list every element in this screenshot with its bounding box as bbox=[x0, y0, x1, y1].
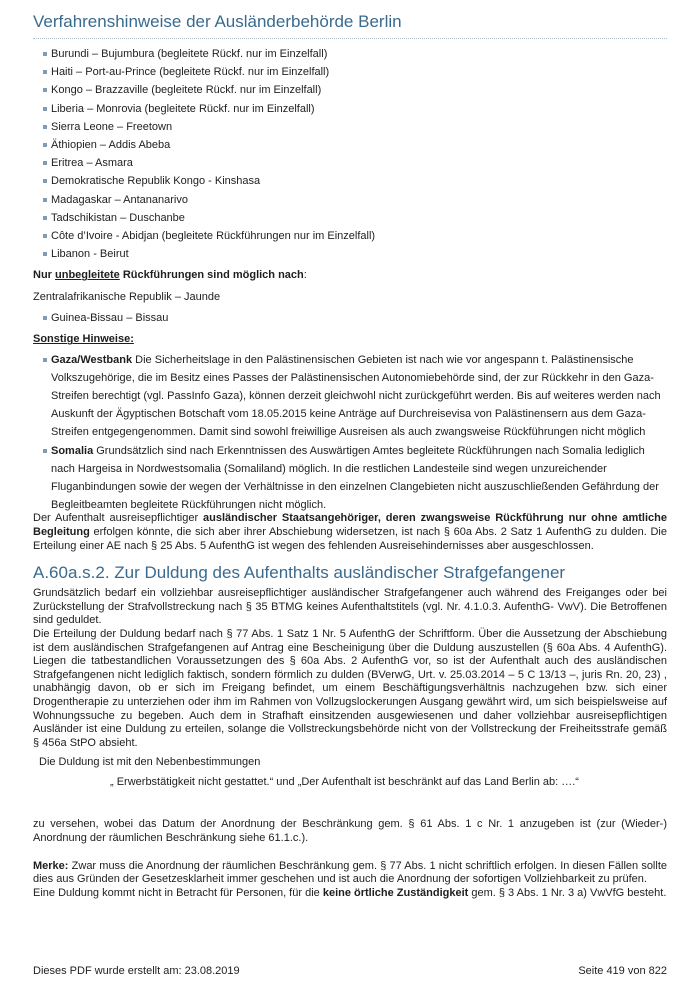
paragraph-3: zu versehen, wobei das Datum der Anordnung der Beschränkung gem. § 61 Abs. 1 c Nr. 1 anzugeben ist (zur (Wieder-) Anordnung der räumlichen Beschränkung siehe 61.1.c.). bbox=[33, 818, 667, 844]
nebenbestimmungen-line: Die Duldung ist mit den Nebenbestimmungen bbox=[39, 756, 261, 769]
car-entry: Zentralafrikanische Republik – Jaunde bbox=[33, 291, 221, 304]
country-list-accompanied bbox=[33, 45, 667, 263]
list-item: Guinea-Bissau – Bissau bbox=[43, 309, 667, 327]
unaccompanied-heading: Nur unbegleitete Rückführungen sind möglich nach: bbox=[33, 269, 307, 282]
page-number: Seite 419 von 822 bbox=[578, 965, 667, 977]
document-page bbox=[33, 0, 667, 900]
list-item: Tadschikistan – Duschanbe bbox=[43, 209, 667, 227]
list-item: Côte d’Ivoire - Abidjan (begleitete Rückführungen nur im Einzelfall) bbox=[43, 227, 667, 245]
notes-list bbox=[33, 351, 667, 514]
paragraph-1: Grundsätzlich bedarf ein vollziehbar ausreisepflichtiger ausländischer Strafgefangener auch während des Freiganges oder bei Zurückstellung der Strafvollstreckung nach § 35 BTMG keines Aufenthaltstitels (vgl. Nr. 4.1.0.3. AufenthG- VwV). Die Betroffenen sind geduldet. bbox=[33, 587, 667, 627]
paragraph-2: Die Erteilung der Duldung bedarf nach § 77 Abs. 1 Satz 1 Nr. 5 AufenthG der Schriftform. Über die Aussetzung der Abschiebung ist dem ausländischen Strafgefangenen auf Antrag eine Bescheinigung über die Duldung auszustellen (§ 60a Abs. 4 AufenthG). Liegen die tatbestandlichen Voraussetzungen des § 60a Abs. 2 AufenthG vor, so ist der Aufenthalt auch des ausländischen Strafgefangenen nicht lediglich faktisch, sondern förmlich zu dulden (BVerwG, Urt. v. 25.03.2014 – 5 C 13/13 –, juris Rn. 20, 23) , unabhängig davon, ob er sich im Freigang befindet, um einem Beschäftigungsverhältnis nachzugehen bzw. sich einer Drogentherapie zu unterziehen oder ihm im Rahmen von Vollzugslockerungen Ausgang gewährt wird, um sich beispielsweise auf Wohnungssuche zu begeben. Auch dem in Strafhaft einsitzenden ausgewiesenen und daher vollziehbar ausreisepflichtigen Ausländer ist eine Duldung zu erteilen, solange die Vollstreckungsbehörde nicht von der Vollstreckung der Freiheitsstrafe gemäß § 456a StPO absieht. bbox=[33, 628, 667, 749]
list-item: Liberia – Monrovia (begleitete Rückf. nur im Einzelfall) bbox=[43, 100, 667, 118]
list-item: Kongo – Brazzaville (begleitete Rückf. nur im Einzelfall) bbox=[43, 81, 667, 99]
list-item: Burundi – Bujumbura (begleitete Rückf. nur im Einzelfall) bbox=[43, 45, 667, 63]
list-item: Libanon - Beirut bbox=[43, 245, 667, 263]
merke-paragraph: Merke: Zwar muss die Anordnung der räumlichen Beschränkung gem. § 77 Abs. 1 nicht schriftlich erfolgen. In diesen Fällen sollte dies aus Gründen der Gesetzesklarheit immer geschehen und ist auch die Anordnung der sofortigen Vollziehbarkeit zu prüfen. bbox=[33, 859, 667, 886]
residence-paragraph: Der Aufenthalt ausreisepflichtiger ausländischer Staatsangehöriger, deren zwangsweise Rückführung nur ohne amtliche Begleitung erfolgen könnte, die sich aber ihrer Abschiebung widersetzen, ist nach § 60a Abs. 2 Satz 1 AufenthG zu dulden. Die Erteilung einer AE nach § 25 Abs. 5 AufenthG ist wegen des fehlenden Ausreisehindernisses aber ausgeschlossen. bbox=[33, 512, 667, 552]
page-footer bbox=[33, 965, 667, 977]
country-list-unaccompanied bbox=[33, 309, 667, 327]
list-item: Haiti – Port-au-Prince (begleitete Rückf. nur im Einzelfall) bbox=[43, 63, 667, 81]
other-notes-heading: Sonstige Hinweise: bbox=[33, 333, 134, 346]
list-item: Demokratische Republik Kongo - Kinshasa bbox=[43, 172, 667, 190]
list-item: Sierra Leone – Freetown bbox=[43, 118, 667, 136]
note-somalia: Somalia Grundsätzlich sind nach Erkenntnissen des Auswärtigen Amtes begleitete Rückführungen nach Somalia lediglich nach Hargeisa in Nordwestsomalia (Somaliland) möglich. In die restlichen Landesteile sind wegen unzureichender Fluganbindungen sowie der wegen der Verhältnisse in den einzelnen Clangebieten nicht auszuschließenden Gefährdung der Begleitbeamten begleitete Rückführungen nicht möglich. bbox=[43, 442, 667, 514]
section-heading: A.60a.s.2. Zur Duldung des Aufenthalts ausländischer Strafgefangener bbox=[33, 563, 566, 583]
page-header: Verfahrenshinweise der Ausländerbehörde Berlin bbox=[33, 12, 667, 39]
note-gaza: Gaza/Westbank Die Sicherheitslage in den Palästinensischen Gebieten ist nach wie vor angespann t. Palästinensische Volkszugehörige, die im Besitz eines Passes der Palästinensischen Autonomiebehörde sind, der zur Rückkehr in den Gaza-Streifen berechtigt (vgl. PassInfo Gaza), können derzeit gleichwohl nicht zurückgeführt werden. Bis auf weiteres werden nach Auskunft der Ägyptischen Botschaft vom 18.05.2015 keine Anträge auf Durchreisevisa von Palästinensern aus dem Gaza-Streifen entgegengenommen. Damit sind sowohl freiwillige Ausreisen als auch zwangsweise Rückführungen nicht möglich bbox=[43, 351, 667, 441]
created-date: Dieses PDF wurde erstellt am: 23.08.2019 bbox=[33, 965, 240, 977]
list-item: Eritrea – Asmara bbox=[43, 154, 667, 172]
paragraph-4: Eine Duldung kommt nicht in Betracht für Personen, für die keine örtliche Zuständigkeit gem. § 3 Abs. 1 Nr. 3 a) VwVfG besteht. bbox=[33, 886, 667, 899]
quote-line: „ Erwerbstätigkeit nicht gestattet.“ und „Der Aufenthalt ist beschränkt auf das Land Berlin ab: ….“ bbox=[110, 776, 579, 789]
list-item: Madagaskar – Antananarivo bbox=[43, 191, 667, 209]
list-item: Äthiopien – Addis Abeba bbox=[43, 136, 667, 154]
